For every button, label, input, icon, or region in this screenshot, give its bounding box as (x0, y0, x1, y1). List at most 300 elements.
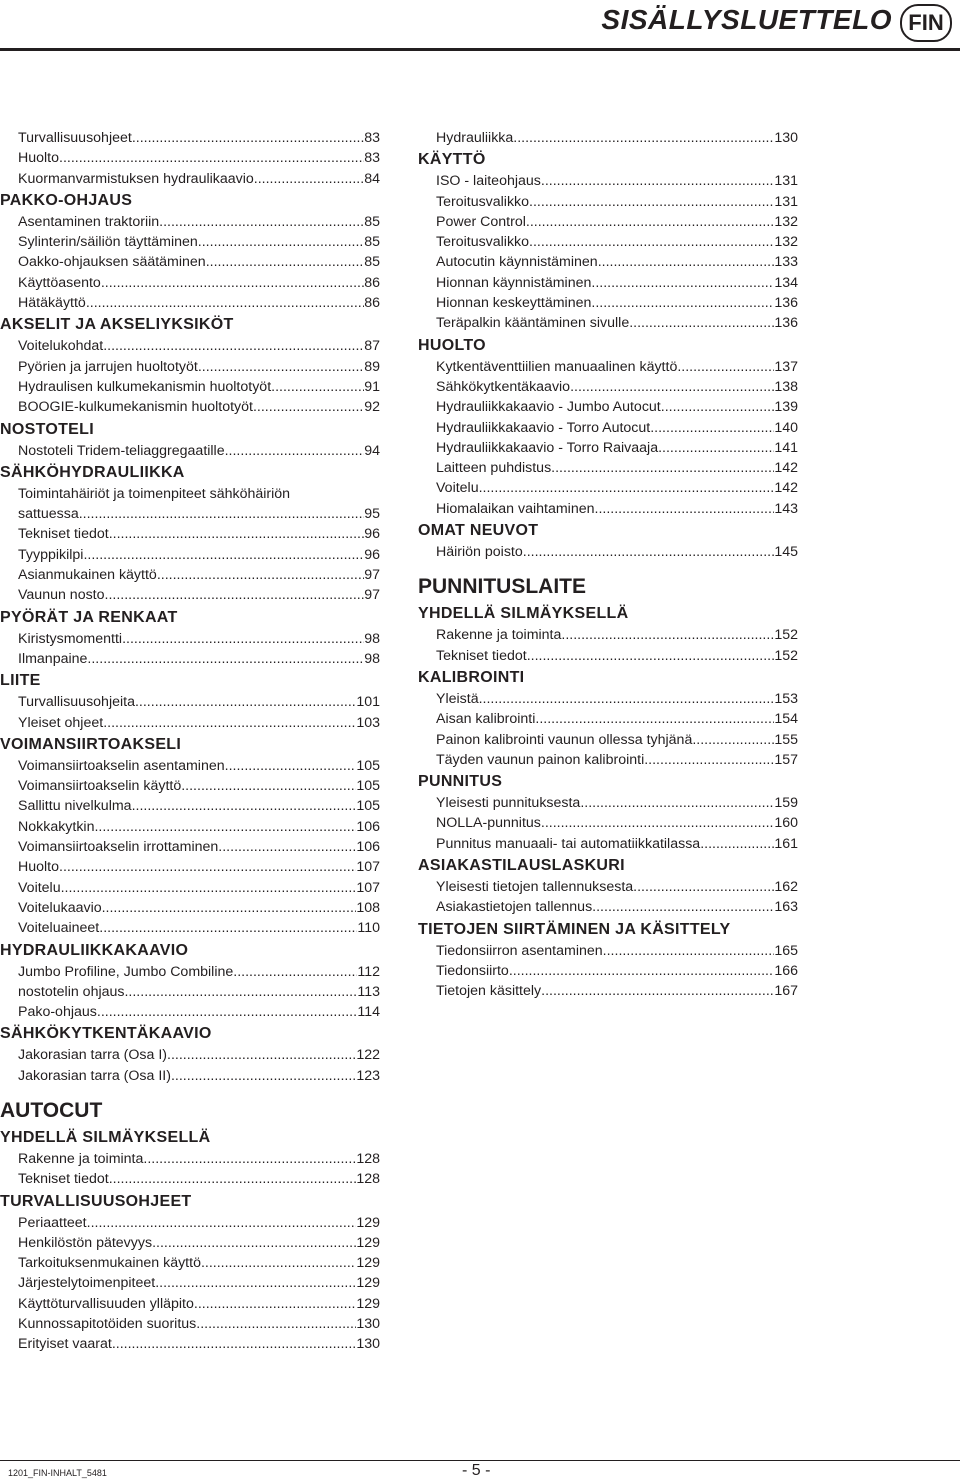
toc-page-number: 129 (356, 1275, 380, 1292)
toc-entry-title: Hätäkäyttö (18, 295, 86, 312)
toc-page-number: 166 (774, 962, 798, 979)
dot-leader (196, 1314, 356, 1334)
toc-entry-title: Sylinterin/säiliön täyttäminen (18, 234, 198, 251)
toc-entry (0, 565, 380, 585)
toc-entry-title: Painon kalibrointi vaunun ollessa tyhjänä (436, 731, 693, 748)
toc-page-number: 84 (364, 170, 380, 187)
toc-entry-title: Hydraulisen kulkumekanismin huoltotyöt (18, 378, 272, 395)
toc-entry (418, 212, 798, 232)
dot-leader (603, 941, 775, 961)
toc-entry-title: Järjestelytoimenpiteet (18, 1275, 156, 1292)
toc-entry-title: Voimansiirtoakselin irrottaminen (18, 839, 219, 856)
toc-entry (418, 877, 798, 897)
toc-entry (418, 418, 798, 438)
toc-entry (418, 625, 798, 645)
toc-page-number: 162 (774, 879, 798, 896)
toc-page-number: 105 (356, 778, 380, 795)
toc-page-number: 133 (774, 254, 798, 271)
toc-part-heading: AUTOCUT (0, 1098, 103, 1122)
toc-page-number: 96 (364, 526, 380, 543)
toc-entry (0, 252, 380, 272)
toc-section-heading: YHDELLÄ SILMÄYKSELLÄ (418, 605, 629, 623)
toc-page-number: 108 (356, 899, 380, 916)
dot-leader (109, 524, 365, 544)
toc-entry (0, 982, 380, 1002)
toc-entry (418, 438, 798, 458)
toc-page-number: 85 (364, 213, 380, 230)
dot-leader (99, 918, 357, 938)
toc-entry-title: Täyden vaunun painon kalibrointi (436, 751, 645, 768)
toc-entry-title: Kiristysmomentti (18, 630, 123, 647)
dot-leader (87, 649, 364, 669)
toc-page-number: 141 (774, 439, 798, 456)
toc-entry-title: Ilmanpaine (18, 650, 88, 667)
language-badge: FIN (900, 4, 952, 42)
toc-entry (418, 709, 798, 729)
toc-page-number: 161 (774, 835, 798, 852)
toc-entry (0, 1002, 380, 1022)
toc-entry (0, 232, 380, 252)
toc-entry-title: Hydrauliikka (436, 130, 514, 146)
toc-entry (0, 629, 380, 649)
toc-entry-title: Tekniset tiedot (18, 526, 109, 543)
toc-entry-title: Hydrauliikkakaavio - Jumbo Autocut (436, 399, 661, 416)
toc-entry-title: Sallittu nivelkulma (18, 798, 132, 815)
dot-leader (570, 377, 774, 397)
dot-leader (650, 418, 774, 438)
toc-page-number: 140 (774, 419, 798, 436)
dot-leader (171, 1066, 356, 1086)
toc-entry (418, 397, 798, 417)
toc-entry-title: Pako-ohjaus (18, 1004, 97, 1021)
toc-page-number: 152 (774, 647, 798, 664)
toc-page-number: 106 (356, 818, 380, 835)
toc-section-heading: PUNNITUS (418, 773, 503, 791)
toc-page-number: 114 (357, 1004, 380, 1021)
toc-entry-title: Nostoteli Tridem-teliaggregaatille (18, 442, 225, 459)
toc-page-number: 86 (364, 274, 380, 291)
dot-leader (103, 713, 356, 733)
toc-column-right (418, 128, 798, 1002)
toc-page-number: 130 (774, 130, 798, 146)
dot-leader (527, 646, 775, 666)
toc-page-number: 105 (356, 798, 380, 815)
toc-page-number: 89 (364, 358, 380, 375)
toc-page-number: 105 (356, 757, 380, 774)
toc-page-number: 163 (774, 899, 798, 916)
toc-entry (0, 1253, 380, 1273)
dot-leader (535, 709, 774, 729)
dot-leader (122, 629, 364, 649)
toc-entry-title: Tyyppikilpi (18, 546, 84, 563)
dot-leader (541, 171, 774, 191)
dot-leader (159, 212, 364, 232)
toc-entry-title: Voitelu (18, 879, 61, 896)
toc-entry (418, 478, 798, 498)
toc-entry (0, 1334, 380, 1354)
dot-leader (592, 897, 774, 917)
toc-page-number: 159 (774, 795, 798, 812)
dot-leader (103, 336, 364, 356)
toc-entry (418, 171, 798, 191)
dot-leader (101, 273, 364, 293)
dot-leader (541, 981, 774, 1001)
toc-entry (0, 377, 380, 397)
toc-entry (0, 898, 380, 918)
dot-leader (109, 1169, 357, 1189)
dot-leader (225, 756, 357, 776)
toc-entry (0, 441, 380, 461)
toc-part-heading: PUNNITUSLAITE (418, 575, 586, 599)
toc-section-heading: SÄHKÖHYDRAULIIKKA (0, 463, 185, 481)
toc-entry-title: Yleisesti tietojen tallennuksesta (436, 879, 634, 896)
toc-entry-title: Voiteluaineet (18, 920, 100, 937)
toc-page-number: 142 (774, 460, 798, 477)
toc-entry-title-cont (18, 504, 380, 524)
toc-entry (0, 336, 380, 356)
toc-entry-title: Tekniset tiedot (436, 647, 527, 664)
toc-entry (0, 1294, 380, 1314)
toc-entry-title: Turvallisuusohjeet (18, 130, 132, 146)
dot-leader (541, 813, 774, 833)
toc-entry-title: Kuormanvarmistuksen hydraulikaavio (18, 170, 254, 187)
toc-page-number: 113 (357, 983, 380, 1000)
toc-column-left (0, 128, 380, 1355)
toc-entry (0, 1149, 380, 1169)
toc-page-number: 143 (774, 500, 798, 517)
toc-entry-title: Toimintahäiriöt ja toimenpiteet sähköhäiriön (18, 485, 291, 502)
toc-entry (0, 169, 380, 189)
toc-entry (418, 834, 798, 854)
toc-section-heading: LIITE (0, 672, 41, 690)
toc-page-number: 152 (774, 627, 798, 644)
toc-entry-title: Pyörien ja jarrujen huoltotyöt (18, 358, 198, 375)
dot-leader (233, 962, 357, 982)
dot-leader (201, 1253, 356, 1273)
toc-page-number: 86 (364, 295, 380, 312)
toc-page-number: 92 (364, 399, 380, 416)
dot-leader (509, 961, 775, 981)
toc-entry (0, 545, 380, 565)
toc-entry (418, 961, 798, 981)
toc-section-heading: ASIAKASTILAUSLASKURI (418, 857, 625, 875)
toc-entry-title: Rakenne ja toiminta (436, 627, 562, 644)
toc-entry (418, 458, 798, 478)
toc-page-number: 129 (356, 1234, 380, 1251)
dot-leader (132, 128, 364, 148)
toc-entry (0, 1066, 380, 1086)
toc-page-number: 97 (364, 567, 380, 584)
toc-entry (418, 730, 798, 750)
toc-entry-title: Tiedonsiirto (436, 962, 509, 979)
toc-section-heading: VOIMANSIIRTOAKSELI (0, 735, 182, 753)
dot-leader (87, 1213, 357, 1233)
toc-entry-title: Tarkoituksenmukainen käyttö (18, 1255, 201, 1272)
toc-entry-title: Hionnan keskeyttäminen (436, 295, 592, 312)
toc-entry-title: Yleiset ohjeet (18, 714, 104, 731)
toc-page-number: 98 (364, 630, 380, 647)
toc-entry (0, 796, 380, 816)
toc-entry (418, 646, 798, 666)
toc-page-number: 153 (774, 690, 798, 707)
dot-leader (526, 212, 774, 232)
toc-entry (0, 1045, 380, 1065)
toc-page-number: 132 (774, 234, 798, 251)
toc-page-number: 98 (364, 650, 380, 667)
dot-leader (198, 357, 364, 377)
toc-entry (418, 897, 798, 917)
toc-entry (0, 1273, 380, 1293)
toc-entry-title: Rakenne ja toiminta (18, 1150, 144, 1167)
dot-leader (79, 504, 364, 524)
toc-entry-title: Käyttöasento (18, 274, 101, 291)
dot-leader (513, 128, 774, 148)
toc-page-number: 83 (364, 150, 380, 167)
toc-page-number: 101 (356, 694, 380, 711)
dot-leader (700, 834, 774, 854)
toc-page-number: 154 (774, 711, 798, 728)
toc-page-number: 130 (356, 1316, 380, 1333)
toc-page-number: 145 (774, 544, 798, 561)
toc-entry-title: Jumbo Profiline, Jumbo Combiline (18, 963, 234, 980)
toc-entry-title: Sähkökytkentäkaavio (436, 378, 571, 395)
dot-leader (658, 438, 774, 458)
toc-entry (0, 713, 380, 733)
document-code: 1201_FIN-INHALT_5481 (8, 1468, 107, 1478)
toc-page-number: 136 (774, 315, 798, 332)
toc-entry (418, 689, 798, 709)
dot-leader (598, 252, 775, 272)
toc-entry-title: Asianmukainen käyttö (18, 567, 157, 584)
toc-entry-title: Yleisesti punnituksesta (436, 795, 581, 812)
dot-leader (644, 750, 774, 770)
toc-entry (418, 941, 798, 961)
toc-page-number: 107 (356, 879, 380, 896)
toc-entry-title: Teräpalkin kääntäminen sivulle (436, 315, 630, 332)
toc-page-number: 85 (364, 234, 380, 251)
dot-leader (94, 817, 356, 837)
toc-entry-title: Voitelukohdat (18, 338, 104, 355)
toc-entry (0, 649, 380, 669)
toc-entry-title: Hydrauliikkakaavio - Torro Raivaaja (436, 439, 659, 456)
toc-entry-title: Power Control (436, 213, 526, 230)
header-divider (0, 48, 960, 51)
toc-section-heading: HYDRAULIIKKAKAAVIO (0, 941, 189, 959)
toc-page-number: 134 (774, 274, 798, 291)
toc-entry (418, 252, 798, 272)
toc-entry (418, 128, 798, 148)
toc-entry (418, 981, 798, 1001)
toc-entry (0, 128, 380, 148)
toc-page-number: 142 (774, 480, 798, 497)
dot-leader (194, 1294, 356, 1314)
toc-entry-title: Yleistä (436, 690, 479, 707)
toc-entry (0, 397, 380, 417)
toc-entry (418, 750, 798, 770)
toc-page-number: 107 (356, 859, 380, 876)
toc-entry (0, 524, 380, 544)
toc-entry (418, 192, 798, 212)
toc-page-number: 128 (356, 1171, 380, 1188)
toc-entry-title: Hionnan käynnistäminen (436, 274, 592, 291)
toc-page-number: 167 (774, 983, 798, 1000)
toc-section-heading: KÄYTTÖ (418, 151, 486, 169)
toc-entry (0, 148, 380, 168)
toc-entry (0, 357, 380, 377)
toc-section-heading: HUOLTO (418, 336, 486, 354)
toc-entry (0, 273, 380, 293)
toc-entry (0, 837, 380, 857)
toc-entry-title: BOOGIE-kulkumekanismin huoltotyöt (18, 399, 253, 416)
toc-section-heading: OMAT NEUVOT (418, 522, 539, 540)
toc-page-number: 128 (356, 1150, 380, 1167)
toc-page-number: 110 (357, 920, 380, 937)
toc-entry-title: Vaunun nosto (18, 587, 105, 604)
toc-section-heading: PAKKO-OHJAUS (0, 191, 133, 209)
toc-page-number: 122 (356, 1047, 380, 1064)
dot-leader (561, 625, 774, 645)
toc-entry (0, 756, 380, 776)
toc-entry (0, 1169, 380, 1189)
toc-entry-title: Kytkentäventtiilien manuaalinen käyttö (436, 358, 678, 375)
toc-page-number: 85 (364, 254, 380, 271)
toc-entry-title: Kunnossapitotöiden suoritus (18, 1316, 197, 1333)
toc-entry-title: Asentaminen traktoriin (18, 213, 160, 230)
dot-leader (181, 776, 356, 796)
toc-entry (0, 293, 380, 313)
dot-leader (551, 458, 774, 478)
page-title: SISÄLLYSLUETTELO (601, 4, 892, 35)
toc-page-number: 103 (356, 714, 380, 731)
dot-leader (102, 898, 357, 918)
dot-leader (143, 1149, 356, 1169)
toc-entry (418, 273, 798, 293)
dot-leader (523, 542, 775, 562)
dot-leader (254, 169, 364, 189)
toc-page-number: 160 (774, 815, 798, 832)
toc-entry-title: Huolto (18, 150, 60, 167)
dot-leader (529, 192, 774, 212)
toc-page-number: 129 (356, 1214, 380, 1231)
toc-entry-title: Jakorasian tarra (Osa II) (18, 1067, 171, 1084)
toc-section-heading: AKSELIT JA AKSELIYKSIKÖT (0, 316, 234, 334)
toc-page-number: 83 (364, 130, 380, 146)
toc-page-number: 165 (774, 942, 798, 959)
toc-page-number: 131 (774, 193, 798, 210)
dot-leader (152, 1233, 356, 1253)
toc-page-number: 112 (357, 963, 380, 980)
dot-leader (479, 478, 775, 498)
toc-page-number: 132 (774, 213, 798, 230)
toc-page-number: 137 (774, 358, 798, 375)
toc-entry-title: Tietojen käsittely (436, 983, 542, 1000)
toc-page-number: 97 (364, 587, 380, 604)
toc-entry (0, 776, 380, 796)
dot-leader (198, 232, 364, 252)
toc-entry (418, 232, 798, 252)
toc-entry (0, 878, 380, 898)
toc-entry-title: ISO - laiteohjaus (436, 173, 541, 190)
dot-leader (591, 293, 774, 313)
dot-leader (677, 357, 774, 377)
toc-page-number: 130 (356, 1336, 380, 1353)
toc-entry (0, 692, 380, 712)
toc-entry (418, 293, 798, 313)
toc-page-number: 129 (356, 1255, 380, 1272)
dot-leader (271, 377, 364, 397)
toc-entry-title: Käyttöturvallisuuden ylläpito (18, 1295, 194, 1312)
dot-leader (112, 1334, 357, 1354)
footer-divider (0, 1460, 960, 1461)
toc-entry-title: Laitteen puhdistus (436, 460, 552, 477)
dot-leader (633, 877, 774, 897)
toc-entry (0, 1314, 380, 1334)
dot-leader (595, 499, 775, 519)
dot-leader (97, 1002, 358, 1022)
toc-entry-title: Autocutin käynnistäminen (436, 254, 598, 271)
toc-entry (418, 542, 798, 562)
page-header (0, 0, 960, 48)
toc-entry-title: Voimansiirtoakselin käyttö (18, 778, 182, 795)
dot-leader (59, 148, 364, 168)
toc-page-number: 95 (364, 506, 380, 523)
toc-page-number: 157 (774, 751, 798, 768)
toc-page-number: 87 (364, 338, 380, 355)
toc-page-number: 123 (356, 1067, 380, 1084)
toc-page-number: 155 (774, 731, 798, 748)
toc-entry-title: Teroitusvalikko (436, 234, 530, 251)
toc-entry-title: Teroitusvalikko (436, 193, 530, 210)
toc-entry-title: Nokkakytkin (18, 818, 95, 835)
toc-entry-title: Voimansiirtoakselin asentaminen (18, 757, 225, 774)
toc-entry (0, 1233, 380, 1253)
toc-entry (0, 212, 380, 232)
toc-entry-title: Tekniset tiedot (18, 1171, 109, 1188)
toc-entry-title-line2: sattuessa (18, 506, 79, 523)
toc-entry-title: Jakorasian tarra (Osa I) (18, 1047, 168, 1064)
dot-leader (61, 878, 357, 898)
toc-entry-title: Punnitus manuaali- tai automatiikkatilassa (436, 835, 701, 852)
dot-leader (591, 273, 774, 293)
toc-entry (0, 817, 380, 837)
toc-entry-title: Henkilöstön pätevyys (18, 1234, 153, 1251)
toc-section-heading: KALIBROINTI (418, 668, 525, 686)
dot-leader (157, 565, 364, 585)
toc-entry (0, 962, 380, 982)
dot-leader (661, 397, 775, 417)
dot-leader (86, 293, 364, 313)
toc-entry-title: Turvallisuusohjeita (18, 694, 135, 711)
dot-leader (479, 689, 775, 709)
toc-entry-title: NOLLA-punnitus (436, 815, 541, 832)
dot-leader (124, 982, 357, 1002)
dot-leader (59, 857, 356, 877)
toc-entry (418, 499, 798, 519)
toc-entry-title: Huolto (18, 859, 60, 876)
toc-entry-title: nostotelin ohjaus (18, 983, 125, 1000)
toc-entry-title: Voitelu (436, 480, 479, 497)
toc-entry-title: Häiriön poisto (436, 544, 523, 561)
toc-entry (418, 377, 798, 397)
dot-leader (225, 441, 365, 461)
toc-entry-title: Oakko-ohjauksen säätäminen (18, 254, 206, 271)
toc-entry (0, 857, 380, 877)
dot-leader (529, 232, 774, 252)
dot-leader (218, 837, 356, 857)
toc-page-number: 129 (356, 1295, 380, 1312)
dot-leader (105, 585, 365, 605)
toc-entry (418, 313, 798, 333)
